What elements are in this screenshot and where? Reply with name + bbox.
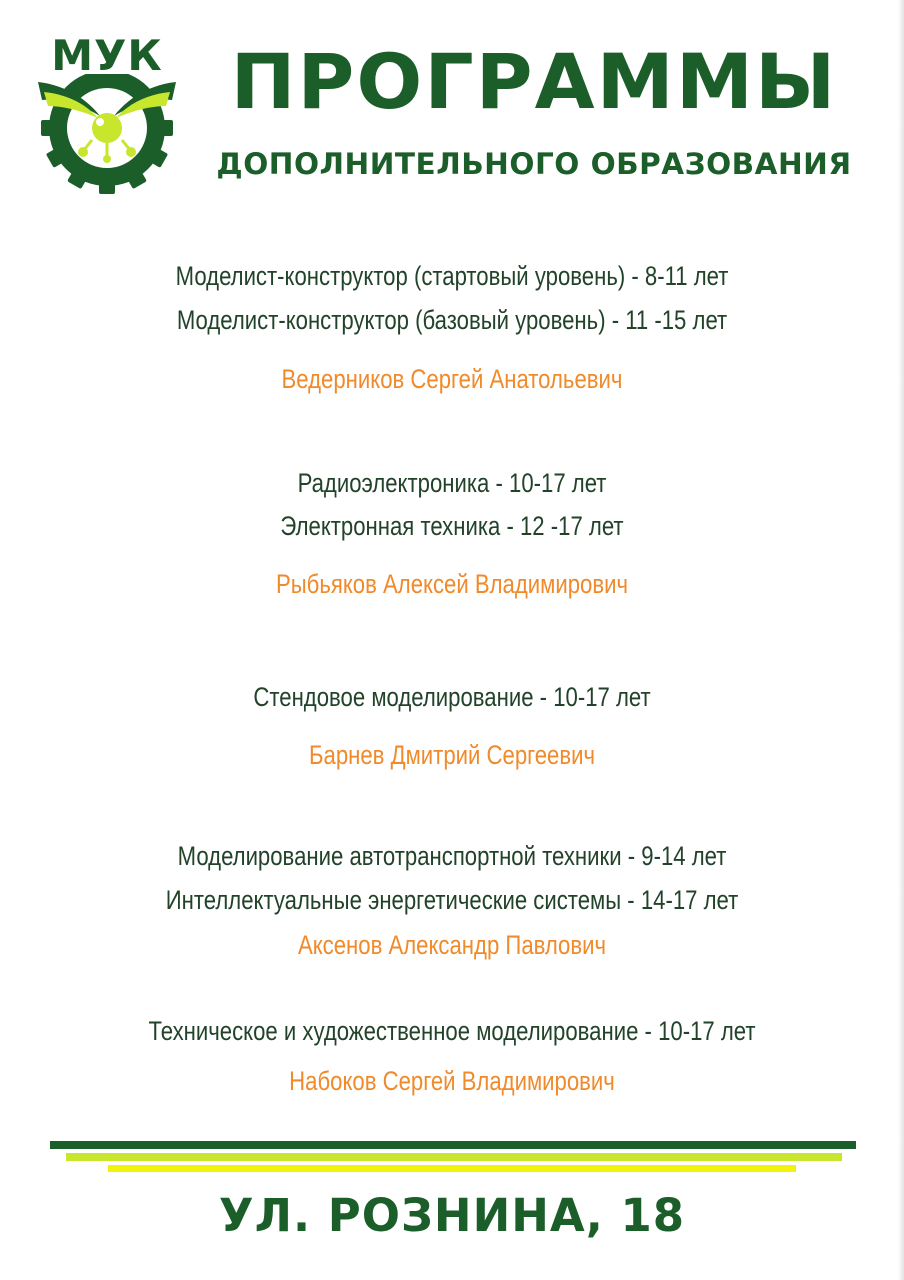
program-line: Электронная техника - 12 -17 лет (280, 511, 624, 541)
teacher-name: Барнев Дмитрий Сергеевич (308, 740, 596, 770)
divider-stripe-green (50, 1141, 856, 1149)
teacher-name: Аксенов Александр Павлович (297, 930, 607, 960)
teacher-name: Набоков Сергей Владимирович (289, 1066, 615, 1096)
address: УЛ. РОЗНИНА, 18 (218, 1189, 686, 1242)
program-line: Радиоэлектроника - 10-17 лет (297, 468, 607, 498)
program-line: Интеллектуальные энергетические системы - 14-17 лет (165, 885, 739, 915)
page-edge-shadow (898, 0, 904, 1280)
divider-stripe-lime (66, 1153, 842, 1161)
page-subtitle: ДОПОЛНИТЕЛЬНОГО ОБРАЗОВАНИЯ (216, 147, 852, 181)
teacher-name: Ведерников Сергей Анатольевич (281, 364, 623, 394)
program-line: Техническое и художественное моделирование - 10-17 лет (148, 1016, 756, 1046)
divider-stripe-yellow (108, 1165, 796, 1172)
logo-text: МУК (51, 31, 163, 80)
muk-logo (28, 26, 186, 196)
program-line: Моделирование автотранспортной техники - 9-14 лет (177, 841, 727, 871)
program-line: Моделист-конструктор (базовый уровень) - 11 -15 лет (176, 305, 728, 335)
program-line: Стендовое моделирование - 10-17 лет (253, 682, 651, 712)
page-title: ПРОГРАММЫ (230, 37, 838, 126)
program-line: Моделист-конструктор (стартовый уровень) - 8-11 лет (175, 261, 729, 291)
teacher-name: Рыбьяков Алексей Владимирович (275, 569, 629, 599)
